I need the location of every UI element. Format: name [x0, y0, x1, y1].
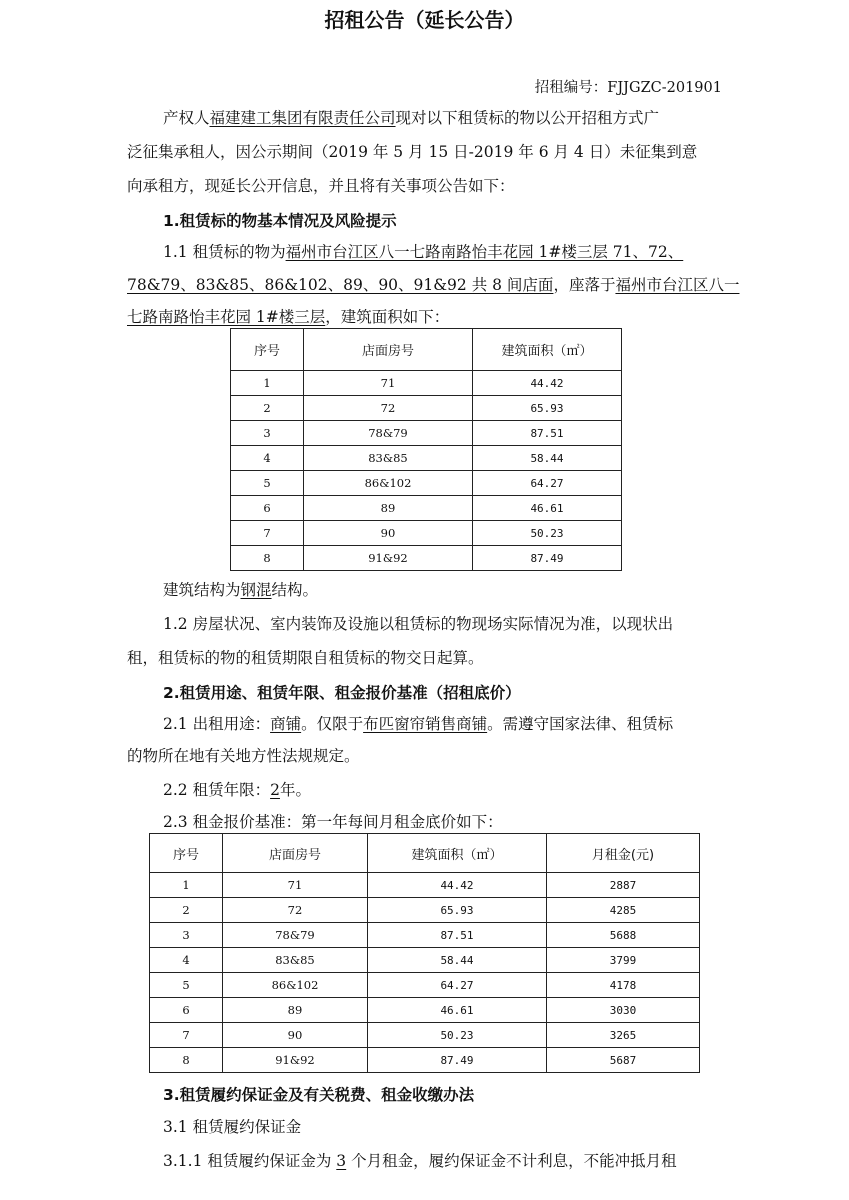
col-header: 序号: [150, 834, 223, 873]
col-header: 序号: [231, 329, 304, 371]
table-cell: 89: [304, 496, 473, 521]
usage-type: 商铺: [270, 715, 302, 733]
table-row: [150, 1023, 700, 1048]
table-cell: 58.44: [473, 446, 622, 471]
table-cell: 86&102: [304, 471, 473, 496]
s2-text: 。仅限于: [301, 715, 364, 733]
col-header: 店面房号: [223, 834, 368, 873]
s1-p1-line-3: [127, 307, 449, 327]
table-cell: 87.49: [473, 546, 622, 571]
table-cell: 5688: [547, 923, 700, 948]
table-cell: 58.44: [368, 948, 547, 973]
s2-text: 2.1 出租用途：: [163, 715, 271, 733]
table-header-row: [231, 329, 622, 371]
structure-line: [163, 580, 318, 600]
table-row: [150, 1048, 700, 1073]
s2-text: 年。: [279, 781, 311, 799]
table-cell: 6: [231, 496, 304, 521]
intro-text: 产权人: [163, 109, 210, 127]
structure-type: 钢混: [240, 581, 272, 599]
table-cell: 78&79: [304, 421, 473, 446]
table-cell: 50.23: [473, 521, 622, 546]
section-1-heading: 1.租赁标的物基本情况及风险提示: [163, 212, 397, 230]
table-cell: 3030: [547, 998, 700, 1023]
table-cell: 71: [223, 873, 368, 898]
table-cell: 7: [231, 521, 304, 546]
table-cell: 2887: [547, 873, 700, 898]
table-cell: 65.93: [368, 898, 547, 923]
table-cell: 4285: [547, 898, 700, 923]
table-cell: 2: [231, 396, 304, 421]
s2-text: 。需遵守国家法律、租赁标: [487, 715, 674, 733]
s1-text: 结构。: [271, 581, 319, 599]
s2-p1-line-1: [163, 714, 673, 734]
table-cell: 87.51: [368, 923, 547, 948]
table-row: [150, 998, 700, 1023]
table-cell: 6: [150, 998, 223, 1023]
table-cell: 87.49: [368, 1048, 547, 1073]
table-cell: 71: [304, 371, 473, 396]
table-row: [231, 446, 622, 471]
table-cell: 2: [150, 898, 223, 923]
table-cell: 1: [231, 371, 304, 396]
area-table: [230, 328, 622, 571]
owner-name: 福建建工集团有限责任公司: [209, 109, 396, 127]
table-cell: 87.51: [473, 421, 622, 446]
table-cell: 46.61: [473, 496, 622, 521]
table-cell: 83&85: [304, 446, 473, 471]
table-cell: 5: [150, 973, 223, 998]
table-cell: 46.61: [368, 998, 547, 1023]
s3-p2-line: [163, 1151, 677, 1171]
intro-text: 现对以下租赁标的物以公开招租方式广: [395, 109, 660, 127]
s1-p2-line-1: 1.2 房屋状况、室内装饰及设施以租赁标的物现场实际情况为准，以现状出: [163, 615, 674, 633]
s1-text: 1.1 租赁标的物为: [163, 243, 286, 261]
table-cell: 72: [304, 396, 473, 421]
s2-p2-line: [163, 780, 311, 800]
table-cell: 83&85: [223, 948, 368, 973]
table-cell: 5: [231, 471, 304, 496]
s1-p1-line-2: [127, 275, 739, 295]
table-row: [231, 396, 622, 421]
table-cell: 64.27: [368, 973, 547, 998]
s1-p2-line-2: 租，租赁标的物的租赁期限自租赁标的物交日起算。: [127, 649, 484, 667]
table-row: [150, 948, 700, 973]
table-row: [231, 421, 622, 446]
intro-line-3: 向承租方，现延长公开信息，并且将有关事项公告如下：: [127, 177, 515, 195]
intro-line-1: [163, 108, 659, 128]
table-cell: 5687: [547, 1048, 700, 1073]
table-cell: 3265: [547, 1023, 700, 1048]
property-location: 福州市台江区八一: [615, 276, 740, 294]
table-row: [231, 371, 622, 396]
table-cell: 44.42: [473, 371, 622, 396]
table-cell: 50.23: [368, 1023, 547, 1048]
table-cell: 1: [150, 873, 223, 898]
page-title: 招租公告（延长公告）: [324, 8, 525, 32]
table-cell: 89: [223, 998, 368, 1023]
lease-years: 2: [270, 781, 280, 799]
intro-line-2: 泛征集承租人，因公示期间（2019 年 5 月 15 日-2019 年 6 月 4 日）未征集到意: [127, 143, 698, 161]
table-cell: 90: [223, 1023, 368, 1048]
s2-p1-line-2: 的物所在地有关地方性法规规定。: [127, 747, 360, 765]
s3-text: 个月租金，履约保证金不计利息，不能冲抵月租: [346, 1152, 677, 1170]
table-cell: 8: [150, 1048, 223, 1073]
table-cell: 90: [304, 521, 473, 546]
property-location-cont: 七路南路怡丰花园 1#楼三层: [127, 308, 326, 326]
table-cell: 4178: [547, 973, 700, 998]
shop-list: 78&79、83&85、86&102、89、90、91&92 共 8 间店面: [127, 276, 554, 294]
table-cell: 91&92: [304, 546, 473, 571]
table-row: [150, 873, 700, 898]
property-address: 福州市台江区八一七路南路怡丰花园 1#楼三层 71、72、: [285, 243, 684, 261]
tender-number: 招租编号：FJJGZC-201901: [534, 80, 722, 96]
s2-text: 2.2 租赁年限：: [163, 781, 271, 799]
table-cell: 65.93: [473, 396, 622, 421]
col-header: 建筑面积（㎡）: [368, 834, 547, 873]
s1-text: ，座落于: [553, 276, 616, 294]
rent-table: [149, 833, 700, 1073]
section-3-heading: 3.租赁履约保证金及有关税费、租金收缴办法: [163, 1086, 475, 1104]
col-header: 月租金(元): [547, 834, 700, 873]
s2-p3-line: 2.3 租金报价基准：第一年每间月租金底价如下：: [163, 813, 503, 831]
table-row: [231, 496, 622, 521]
table-cell: 72: [223, 898, 368, 923]
table-cell: 7: [150, 1023, 223, 1048]
usage-detail: 布匹窗帘销售商铺: [363, 715, 488, 733]
table-header-row: [150, 834, 700, 873]
table-cell: 3799: [547, 948, 700, 973]
table-cell: 86&102: [223, 973, 368, 998]
table-cell: 8: [231, 546, 304, 571]
s1-text: 建筑结构为: [163, 581, 241, 599]
table-cell: 4: [150, 948, 223, 973]
table-row: [150, 898, 700, 923]
s3-text: 3.1.1 租赁履约保证金为: [163, 1152, 337, 1170]
table-cell: 91&92: [223, 1048, 368, 1073]
s1-text: ，建筑面积如下：: [325, 308, 450, 326]
s3-p1-line: 3.1 租赁履约保证金: [163, 1118, 302, 1136]
col-header: 店面房号: [304, 329, 473, 371]
table-cell: 44.42: [368, 873, 547, 898]
table-cell: 64.27: [473, 471, 622, 496]
table-cell: 3: [231, 421, 304, 446]
s1-p1-line-1: [163, 242, 683, 262]
table-row: [231, 471, 622, 496]
table-cell: 3: [150, 923, 223, 948]
table-cell: 78&79: [223, 923, 368, 948]
section-2-heading: 2.租赁用途、租赁年限、租金报价基准（招租底价）: [163, 684, 521, 702]
table-row: [150, 923, 700, 948]
table-row: [231, 546, 622, 571]
table-row: [231, 521, 622, 546]
table-row: [150, 973, 700, 998]
deposit-months: 3: [336, 1152, 347, 1170]
table-cell: 4: [231, 446, 304, 471]
col-header: 建筑面积（㎡）: [473, 329, 622, 371]
